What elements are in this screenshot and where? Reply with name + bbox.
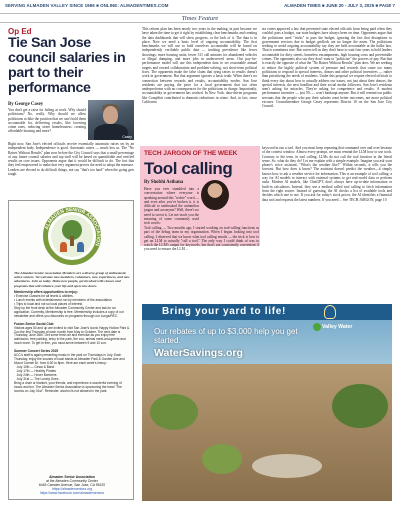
ad-brand: Valley Water <box>322 324 353 330</box>
tech-jargon-intro: Have you ever stumbled into a conversation where everyone is speaking around this "techie" word — and even after you've broken it, it is difficult to understand the unfamiliar jargon and acronyms? Well, there's no need to sweat it. Let me teach you the meaning of some commonly used tech words: <box>144 187 199 226</box>
tech-jargon-body: Tool calling — Two months ago, I started working on tool-calling functions as part of the debug team in my organization. When I began looking into tool calling, I observed that we know what tool calling entails — the trick is how to get an LLM to actually "call a tool." The only way I could think of was to watch the LLM's output for keywords, but that's not consistently convenient if you need to ensure the LLM ... <box>144 226 259 252</box>
oped-headline: Tie San Jose council salaries in part to their performance <box>8 35 126 96</box>
oped-byline: By George Casey <box>8 102 44 107</box>
lightbulb-icon <box>324 305 336 319</box>
ad-footer <box>14 475 130 495</box>
bush-image <box>202 444 242 474</box>
oped-label: Op Ed <box>8 27 32 36</box>
oped-body-conclusion: sia voters approved a law that prevented state elected officials from being paid when they couldn't pass a budget, our state budgets have always been on time. Opponents argue that the politicians used "tricks" to pass the budget, ignoring the fact that disruptions to government services due to budget gridlock are no longer the norm. The politicians seeking to avoid ongoing accountability say they are held accountable at the ballot box. That is sometimes true. But voters tell us they don't have to wait four years to hold leaders accountable for dirty streets, homeless encampments, high housing costs and preventable crimes. The opponents also say they don't want to "politicize" the process of pay. But that is exactly the opposite of what the "No Raises Without Results" plan does. We are seeking to reduce the highly political system of pressure and rewards that cause too many politicians to respond to special interests, donors and other political incentives — rather than prioritizing the needs of residents. Under this proposal we require elected officials to think every day about how to actually address our issues, not just about their donors, the special interests, the next headline and their social media followers. San Jose's residents aren't asking for miracles. They're asking for competence and results. A modest performance incentive — just 5% — won't bankrupt anyone. But it will remind our public servants that the people who pay their salaries want better outcomes, not more political excuses. Councilmember George Casey represents District 10 on the San Jose City Council. <box>262 27 392 109</box>
valley-water-logo-icon <box>313 323 321 331</box>
oped-body-intro: You don't get a raise for failing at work. Why should politicians? No, really. Why should we allow politicians to hike the position that we can't hold them accountable for, delivering results, like lowering crime rates, reducing street homelessness, creating affordable housing and more? <box>8 108 86 134</box>
bush-image <box>332 384 388 428</box>
ad-url-link[interactable]: WaterSavings.org <box>154 347 243 359</box>
ad-facebook-link[interactable]: https://www.facebook.com/almadenseniors <box>39 490 105 495</box>
oped-body: Right now, San Jose's elected officials receive essentially automatic raises set by an independent body. Independence is good. Automatic raises — much less so. The "No Raises Without Results" plan now before the City Council says that a small percentage of any future council salaries and top staff will be based on quantifiable and verified results on core issues. Opponents argue that it would be difficult to do. The fact that they feel empowered to make that very argument proves the need to adopt the measure. Leaders are elected to do difficult things, not say "that's too hard" when the going gets tough. <box>8 142 134 177</box>
ad-body: Membership offers opportunities to enjoy: • Exercise Classes for all levels & abilities. • Lunch events with entertainment run by members of the association. • Trips to local and not so local places of interest. Stop by the front desk at the Almaden Community Center and ask for an application. Currently, Membership is free. Membership includes a copy of our newsletter and offers you discounts on programs through our Lungs/REC. Fusion Senior Social Club Visitors ages 50 and up are invited to visit San Jose's iconic Happy Hollow Park & Zoo the first Thursday of each month from May to October. The next date is Thursday, June 26th. Get some fresh air and exercise as you enjoy free admission, free parking, entry to the park, the zoo, animal meet-and-greets and much more. To get in free, you must arrive between 9 and 10 a.m. Summer Concert Series 2025 ACC's staff is again presenting music in the park on Thursdays in July. Each Thursday, enjoy the sounds of local bands at Almaden Park & Garden Ave and Mount Carmel Dr. from 6:30 to 8pm. Here are each week's lineup: July 10th — Cesar & Band July 17th — Healthy Pirates July 24th — Hover Bombers July 31st — The Lonely Ones Bring a chair or blanket, your friends, and experience a wonderful evening of music and fun. The Almaden Senior Association is sponsoring the band "The Iconics on July 31st". Reminder: alcohol is not allowed in the park. <box>14 290 130 393</box>
ad-offer: Our rebates of up to $3,000 help you get started. <box>154 327 298 345</box>
ad-org-name: Almaden Senior Association <box>49 474 95 479</box>
stone-path-image <box>252 454 322 478</box>
photo-caption: Casey <box>122 135 132 139</box>
author-photo <box>88 100 134 140</box>
tech-jargon-headline: Tool calling <box>144 159 233 178</box>
masthead-bar <box>0 0 400 12</box>
tech-jargon-body-continued: keyword in run a tool. And you must keep repeating that command over and over because of the context window. Almost every prompt, we must remind the LLM how to use tools. Contrary to the term, in tool calling, LLMs do not call the tool function in the literal sense. So, what do they do? Let me explain with a simple example. Imagine you ask your phone's voice assistant, "What's the weather like?" Within seconds, it tells you the forecast. But how does it know? The assistant doesn't predict the weather—it simply knows how to ask a weather service for information. This is an example of tool calling: a way for AI models to interact with external systems to get real-world data or perform tasks. Modern AI models, like ChatGPT, don't always have up-to-date information or built-in calculators. Instead, they use a method called tool calling to fetch information from the right source. Instead of guessing, the AI checks a list of available tools and decides which one to use. If you ask for today's stock prices, the AI identifies a financial data tool and requests the latest numbers. If you need ... See TECH JARGON, page 10 <box>262 146 392 202</box>
masthead-right: ALMADEN TIMES ■ JUNE 20 - JULY 3, 2025 ■ PAGE 7 <box>284 3 395 8</box>
bush-image <box>150 394 198 430</box>
logo-ring-text <box>43 207 101 265</box>
ad-website-link[interactable]: https://almadenseniors.org <box>52 486 92 491</box>
tech-jargon-byline: By Shobhi Asthana <box>144 180 184 185</box>
senior-association-logo <box>43 207 101 265</box>
masthead-left: SERVING ALMADEN VALLEY SINCE 1986 ■ ONLINE: ALMADENTIMES.COM <box>5 3 169 8</box>
valley-water-ad[interactable] <box>142 304 392 501</box>
author-photo <box>201 180 229 210</box>
svg-text:ALMADEN SENIOR ASSOCIATION: ALMADEN SENIOR ASSOCIATION <box>43 207 101 247</box>
section-title: Times Feature <box>0 13 400 23</box>
ad-address: at the Almaden Community Center 6445 Camden Avenue, San Jose, CA 95120 <box>38 478 106 487</box>
senior-association-ad <box>8 200 134 500</box>
ad-headline: Bring your yard to life! <box>162 306 287 317</box>
tech-jargon-kicker: TECH JARGON OF THE WEEK <box>144 150 238 157</box>
oped-body-continued: This reform plan has been nearly two years in the making, in part because we have taken the time to get it right by establishing clear benchmarks and creating the data dashboards that will show progress, or the lack of it. The data is in place. Now we need a basic level of ongoing accountability. The first benchmarks we will use to hold ourselves accountable will be based on independently verifiable public data — tracking prevalence like fewer shootings; more housing units; fewer 311 call minutes for abandoned vehicles or illegal dumping, and more jobs in underserved areas. Our pay-for-performance model will use this independent data to set reasonable annual targets and reward collaboration and problem-solving, not short-term political fixes. The opponents make the false claim that tying raises to results doesn't work in government. But that argument ignores a basic truth: When there's no connection between rewards and results, accountability erodes. San Jose residents are paying the price for a local government that too often underperforms with no consequences for the politicians in charge. Importantly, accountability in government has worked. In New York, data-driven programs like CompStat contributed to dramatic reductions in crime. And, in fact, since California <box>142 27 257 105</box>
ad-intro: The Almaden Senior Association Members are a diverse group of enthusiastic active seniors. We welcome new members, volunteers, new experiences, and new adventures. Join us today. Make new people, get involved with classes and programs that will enhance your life and open new doors. <box>14 271 130 288</box>
